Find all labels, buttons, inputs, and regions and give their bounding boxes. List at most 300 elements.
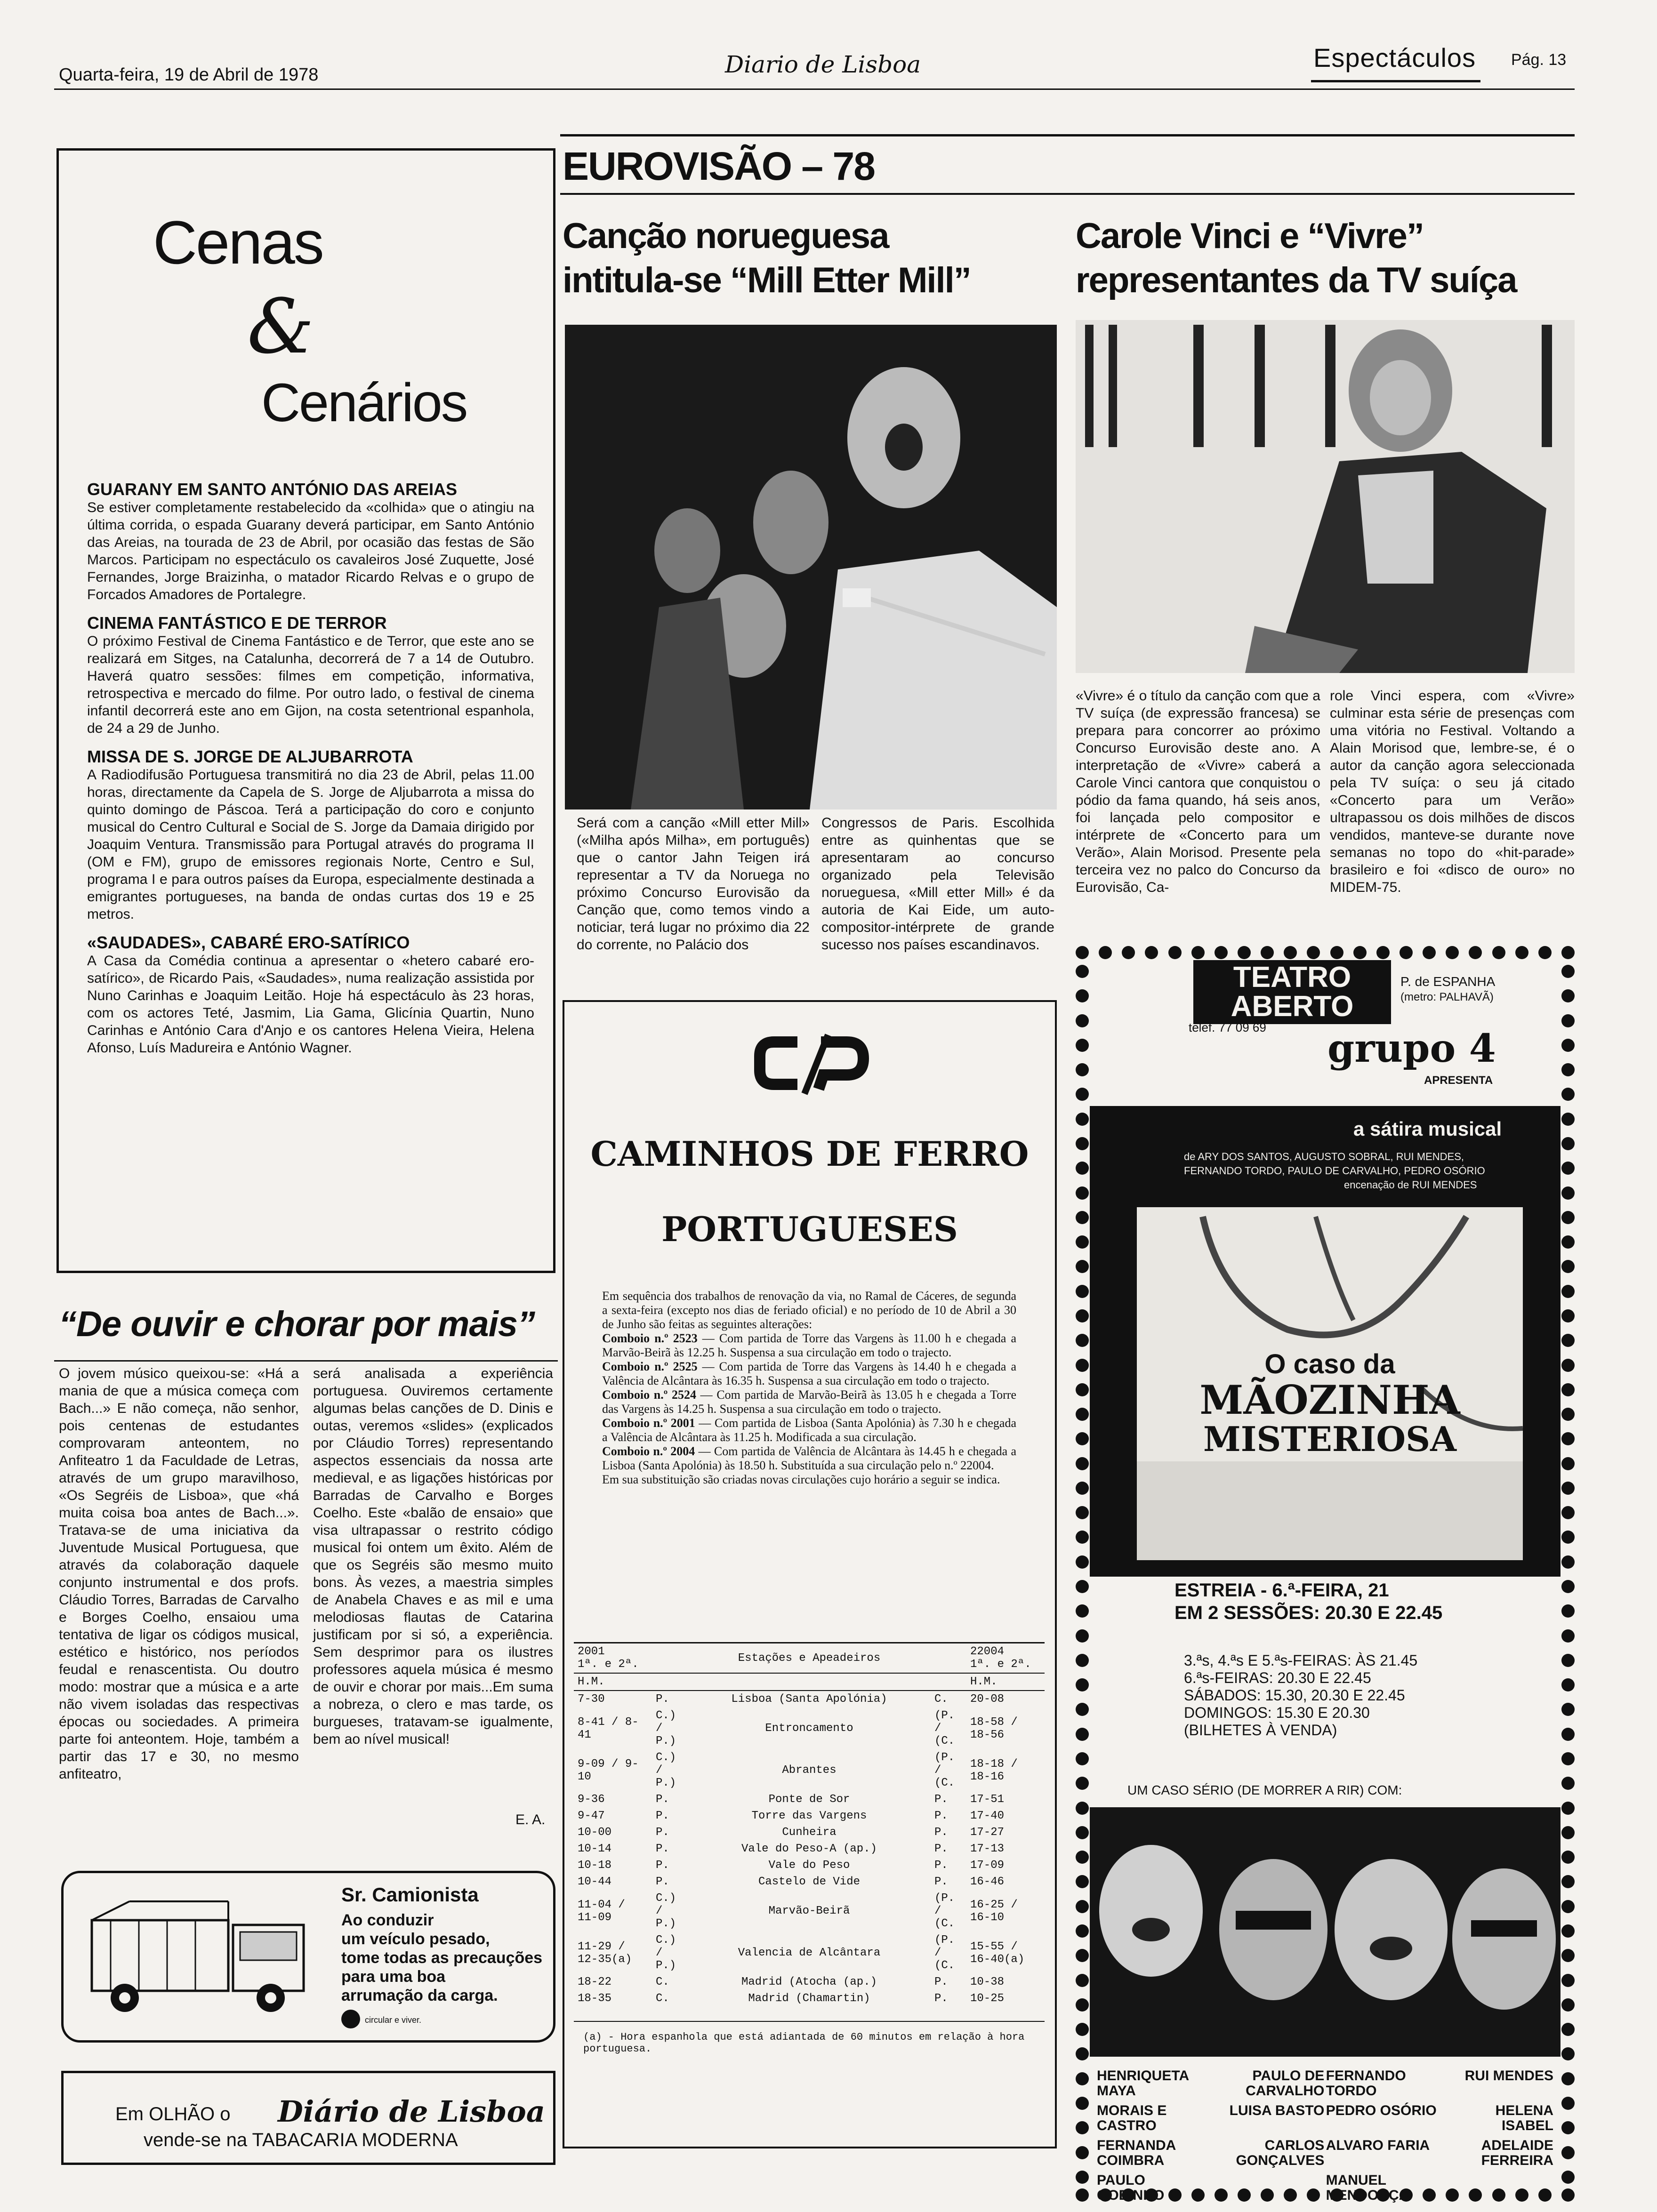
border-dot — [1561, 1777, 1575, 1790]
show-credits-3: encenação de RUI MENDES — [1344, 1179, 1477, 1191]
teatro-ad — [1076, 946, 1575, 2203]
timetable-row — [574, 1974, 1045, 1990]
section-underline — [1311, 80, 1480, 82]
teatro-metro: (metro: PALHAVÃ) — [1400, 991, 1494, 1003]
border-dot — [1561, 1900, 1575, 1913]
border-dot — [1561, 1113, 1575, 1126]
border-dot — [1076, 1088, 1089, 1101]
cp-note: Comboio n.º 2001 — Com partida de Lisboa (Santa Apolónia) às 7.30 h e chegada a Valência de Alcântara às 11.25 h. Modificada a sua circulação. — [602, 1416, 1017, 1444]
border-dot — [1561, 1211, 1575, 1224]
timetable-row — [574, 1857, 1045, 1874]
border-dot — [1561, 2171, 1575, 2184]
eurovisao-rule — [560, 193, 1575, 195]
cp-note-train: Comboio n.º 2004 — [602, 1444, 695, 1458]
border-dot — [1076, 1383, 1089, 1396]
cp-outro: Em sua substituição são criadas novas circulações cujo horário a seguir se indica. — [602, 1473, 1000, 1486]
cenas-item — [87, 614, 534, 737]
show-poster — [1090, 1106, 1560, 1577]
tt-station: Castelo de Vide — [758, 1875, 861, 1888]
border-dot — [1307, 946, 1320, 959]
caso-serio: UM CASO SÉRIO (DE MORRER A RIR) COM: — [1127, 1783, 1402, 1797]
cp-note-train: Comboio n.º 2524 — [602, 1388, 696, 1402]
photo-illustration — [1090, 1807, 1560, 2057]
carole-vinci-photo — [1076, 320, 1575, 673]
border-dot — [1076, 1629, 1089, 1643]
item-text: O próximo Festival de Cinema Fantástico e de Terror, que este ano se realizará em Sitges, na Catalunha, decorrerá de 7 a 14 de Outubro. Haverá quatro sessões: filmes em competição, informativa, retrospectiva e mercado do filme. Por outro lado, o festival de cinema infantil decorrerá este ano em Gijon, na costa setentrional espanhola, de 24 a 29 de Junho. — [87, 633, 534, 736]
cast-photo — [1090, 1807, 1560, 2057]
cast-name: MORAIS E CASTRO — [1097, 2103, 1167, 2133]
border-dot — [1492, 946, 1505, 959]
tt-type-right: (P. / (C. — [934, 1934, 955, 1972]
border-dot — [1076, 946, 1089, 959]
border-dot — [1076, 1802, 1089, 1815]
timetable-row — [574, 1808, 1045, 1824]
cast-name: PAULO DE CARVALHO — [1246, 2068, 1325, 2099]
show-credits-2: FERNANDO TORDO, PAULO DE CARVALHO, PEDRO OSÓRIO — [1184, 1165, 1485, 1177]
tt-type-right: P. — [934, 1843, 948, 1855]
border-dot — [1353, 946, 1367, 959]
show-title-1: O caso da — [1264, 1349, 1395, 1379]
teatro-name: ABERTO — [1231, 990, 1354, 1023]
premiere-line: EM 2 SESSÕES: 20.30 E 22.45 — [1174, 1603, 1443, 1623]
cast-name: RUI MENDES — [1464, 2068, 1553, 2084]
schedule-line: 3.ªs, 4.ªs E 5.ªs-FEIRAS: ÀS 21.45 — [1184, 1652, 1418, 1669]
ouvir-signature: E. A. — [515, 1812, 546, 1827]
item-heading: MISSA DE S. JORGE DE ALJUBARROTA — [87, 747, 413, 766]
header-rule — [54, 88, 1575, 90]
border-dot — [1076, 1260, 1089, 1273]
cast-name: LUISA BASTO — [1229, 2103, 1325, 2118]
cast-list — [1097, 2068, 1553, 2208]
tt-dep-2001: 9-47 — [578, 1810, 605, 1822]
tt-dep-2001: 7-30 — [578, 1693, 605, 1706]
border-dot — [1076, 1039, 1089, 1052]
norway-headline-line: Canção norueguesa — [563, 216, 889, 256]
border-dot — [1561, 2023, 1575, 2036]
cp-note-train: Comboio n.º 2001 — [602, 1416, 695, 1430]
schedule-line: 6.ªs-FEIRAS: 20.30 E 22.45 — [1184, 1669, 1371, 1686]
cast-name: HENRIQUETA MAYA — [1097, 2068, 1189, 2099]
dot-border-top — [1076, 946, 1575, 959]
camionista-line: um veículo pesado, — [341, 1930, 490, 1948]
border-dot — [1561, 1875, 1575, 1888]
cp-ad — [563, 1000, 1057, 2148]
border-dot — [1076, 2023, 1089, 2036]
teatro-logo — [1193, 960, 1391, 1024]
timetable-row — [574, 1749, 1045, 1791]
cp-note-text: Com partida de Valência de Alcântara às 14.45 h e chegada a Lisboa (Santa Apolónia) às 18.50 h. Substituída a sua circulação pelo n.º 22004. — [602, 1444, 1016, 1472]
tt-station: Madrid (Atocha (ap.) — [741, 1976, 877, 1988]
border-dot — [1076, 1432, 1089, 1445]
border-dot — [1330, 946, 1343, 959]
border-dot — [1561, 1162, 1575, 1175]
border-dot — [1076, 1900, 1089, 1913]
section-title: Espectáculos — [1313, 43, 1476, 72]
tt-type-right: P. — [934, 1793, 948, 1806]
circular-logo-icon — [341, 2010, 360, 2028]
cast-name: CARLOS GONÇALVES — [1236, 2138, 1325, 2168]
border-dot — [1561, 2121, 1575, 2134]
cp-notes — [602, 1289, 1016, 1487]
swiss-col2: role Vinci espera, com «Vivre» culminar esta série de presenças com uma vitória no Festival. Voltando a Alain Morisod que, lembre-se, é o autor da canção agora seleccionada pela TV suíça: o seu já citado «Concerto para um Verão» ultrapassou os dois milhões de discos vendidos, manteve-se durante nove semanas no topo do «hit-parade» brasileiro e foi «disco de ouro» no MIDEM-75. — [1330, 688, 1575, 895]
border-dot — [1076, 1826, 1089, 1839]
schedule-line: DOMINGOS: 15.30 E 20.30 — [1184, 1704, 1370, 1721]
tt-dep-22004: 15-55 / 16-40(a) — [970, 1940, 1025, 1966]
border-dot — [1076, 1728, 1089, 1741]
tt-type-right: (P. / (C. — [934, 1751, 955, 1789]
cp-note-text: Com partida de Marvão-Beirã às 13.05 h e chegada a Torre das Vargens às 14.25 h. Suspensa a sua circulação em todo o trajecto. — [602, 1388, 1016, 1416]
border-dot — [1561, 2097, 1575, 2110]
tt-station: Vale do Peso — [768, 1859, 850, 1872]
tt-dep-2001: 18-35 — [578, 1992, 612, 2005]
ouvir-col1: O jovem músico queixou-se: «Há a mania de que a música começa com Bach...» E não começa, não senhor, pois centenas de estudantes comprovaram anteontem, no Anfiteatro 1 da Faculdade de Letras, através de um grupo maravilhoso, «Os Segréis de Lisboa», que «há muita coisa boa antes de Bach...». Tratava-se de uma iniciativa da Juventude Musical Portuguesa, que através da colaboração daquele conjunto instrumental e dos profs. Cláudio Torres, Barradas de Carvalho e Borges Coelho, ensaiou uma tentativa de ligar os códigos musical, estético e histórico, nos períodos feudal e renascentista. Ou doutro modo: mostrar que a música e a arte não vivem isoladas das respectivas épocas ou sociedades. A primeira parte foi anteontem. Hoje, também a partir das 17 e 30, no mesmo anfiteatro, — [59, 1366, 299, 1782]
tt-head-text: 2001 — [578, 1645, 605, 1658]
cp-intro: Em sequência dos trabalhos de renovação da via, no Ramal de Cáceres, de segunda a sexta-feira (excepto nos dias de feriado oficial) e no período de 10 de Abril a 30 de Junho são feitas as seguintes alterações: — [602, 1289, 1016, 1331]
ouvir-headline: “De ouvir e chorar por mais” — [59, 1304, 535, 1344]
tt-type-left: C.) / P.) — [656, 1934, 676, 1972]
border-dot — [1076, 1777, 1089, 1790]
border-dot — [1076, 1113, 1089, 1126]
border-dot — [1561, 1604, 1575, 1618]
border-dot — [1538, 946, 1552, 959]
tt-hm: H.M. — [578, 1675, 605, 1688]
border-dot — [1446, 946, 1459, 959]
timetable-row — [574, 1691, 1045, 1707]
tt-station: Abrantes — [782, 1764, 837, 1777]
norway-headline-line: intitula-se “Mill Etter Mill” — [563, 260, 971, 300]
tt-station: Madrid (Chamartin) — [748, 1992, 870, 2005]
show-title-2: MÃOZINHA — [1199, 1377, 1460, 1423]
tt-cell — [688, 1673, 931, 1691]
cp-note: Comboio n.º 2524 — Com partida de Marvão-Beirã às 13.05 h e chegada a Torre das Vargens às 14.25 h. Suspensa a sua circulação em todo o trajecto. — [602, 1388, 1016, 1416]
border-dot — [1561, 1383, 1575, 1396]
cast-row — [1097, 2103, 1553, 2133]
border-dot — [1076, 1654, 1089, 1667]
tt-dep-22004: 17-51 — [970, 1793, 1005, 1806]
tt-type-right: (P. / (C. — [934, 1892, 955, 1930]
cp-logo-icon — [753, 1030, 870, 1096]
border-dot — [1561, 965, 1575, 978]
teatro-address: P. de ESPANHA — [1400, 974, 1496, 989]
border-dot — [1561, 2188, 1575, 2202]
tt-type-right: P. — [934, 1859, 948, 1872]
norway-col2: Congressos de Paris. Escolhida entre as quinhentas que se apresentaram ao concurso organizado pela Televisão norueguesa, «Mill etter Mill» é da autoria de Kai Eide, um auto-compositor-intérprete de grande sucesso nos países escandinavos. — [821, 815, 1054, 953]
border-dot — [1469, 946, 1482, 959]
border-dot — [1423, 946, 1436, 959]
border-dot — [1561, 1826, 1575, 1839]
border-dot — [1076, 1924, 1089, 1938]
cenarios-title: Cenários — [261, 373, 467, 433]
grupo4-logo: grupo 4 — [1327, 1026, 1496, 1071]
border-dot — [1076, 1063, 1089, 1076]
border-dot — [1076, 1998, 1089, 2012]
border-dot — [1561, 1186, 1575, 1200]
tt-station: Ponte de Sor — [768, 1793, 850, 1806]
border-dot — [1561, 1678, 1575, 1691]
timetable-table — [574, 1643, 1045, 2007]
border-dot — [1561, 1088, 1575, 1101]
tt-dep-22004: 17-27 — [970, 1826, 1005, 1839]
item-heading: «SAUDADES», CABARÉ ERO-SATÍRICO — [87, 933, 410, 952]
border-dot — [1376, 946, 1390, 959]
border-dot — [1168, 946, 1182, 959]
tt-cell — [931, 1673, 966, 1691]
timetable-row — [574, 1841, 1045, 1857]
border-dot — [1076, 1555, 1089, 1569]
page-number: Pág. 13 — [1511, 51, 1567, 69]
tt-type-left: P. — [656, 1693, 669, 1706]
tt-dep-22004: 16-25 / 16-10 — [970, 1898, 1018, 1924]
border-dot — [1561, 1728, 1575, 1741]
cp-note-train: Comboio n.º 2525 — [602, 1360, 698, 1373]
border-dot — [1561, 2072, 1575, 2085]
border-dot — [1191, 946, 1205, 959]
promo-pre: Em OLHÃO o — [115, 2104, 231, 2124]
border-dot — [1076, 1457, 1089, 1470]
tt-type-right: P. — [934, 1826, 948, 1839]
cast-name — [1211, 2173, 1324, 2203]
tt-station: Vale do Peso-A (ap.) — [741, 1843, 877, 1855]
tt-head-text: 22004 — [970, 1645, 1005, 1658]
border-dot — [1561, 1235, 1575, 1249]
border-dot — [1561, 1285, 1575, 1298]
border-dot — [1238, 946, 1251, 959]
cast-name: ADELAIDE FERREIRA — [1481, 2138, 1553, 2168]
border-dot — [1076, 1482, 1089, 1495]
border-dot — [1076, 1974, 1089, 1987]
border-dot — [1561, 1334, 1575, 1347]
tt-dep-2001: 18-22 — [578, 1976, 612, 1988]
tt-type-left: P. — [656, 1843, 669, 1855]
tt-station: Cunheira — [782, 1826, 837, 1839]
border-dot — [1076, 2188, 1089, 2202]
border-dot — [1076, 1408, 1089, 1421]
border-dot — [1076, 1949, 1089, 1962]
promo-brand: Diário de Lisboa — [278, 2094, 545, 2129]
tt-dep-2001: 8-41 / 8-41 — [578, 1715, 639, 1741]
cenas-item — [87, 480, 534, 603]
border-dot — [1076, 1506, 1089, 1519]
border-dot — [1561, 1974, 1575, 1987]
tt-hm: H.M. — [970, 1675, 997, 1688]
tt-type-right: C. — [934, 1693, 948, 1706]
border-dot — [1561, 1555, 1575, 1569]
tt-dep-2001: 10-18 — [578, 1859, 612, 1872]
promo-post: vende-se na TABACARIA MODERNA — [144, 2130, 458, 2150]
tt-type-right: P. — [934, 1875, 948, 1888]
camionista-logo-caption: circular e viver. — [365, 2015, 422, 2025]
border-dot — [1076, 1851, 1089, 1864]
premiere — [1174, 1579, 1442, 1624]
tt-dep-2001: 10-44 — [578, 1875, 612, 1888]
border-dot — [1561, 1014, 1575, 1027]
border-dot — [1215, 946, 1228, 959]
camionista-line: tome todas as precauções — [341, 1949, 543, 1967]
border-dot — [1076, 1285, 1089, 1298]
cp-title-1: CAMINHOS DE FERRO — [590, 1134, 1029, 1174]
tt-station: Torre das Vargens — [751, 1810, 867, 1822]
item-heading: GUARANY EM SANTO ANTÓNIO DAS AREIAS — [87, 480, 458, 499]
border-dot — [1076, 1211, 1089, 1224]
border-dot — [1561, 1359, 1575, 1372]
cp-note: Comboio n.º 2004 — Com partida de Valência de Alcântara às 14.45 h e chegada a Lisboa (Santa Apolónia) às 18.50 h. Substituída a sua circulação pelo n.º 22004. — [602, 1444, 1016, 1472]
border-dot — [1076, 965, 1089, 978]
tt-spacer — [931, 1643, 966, 1673]
tt-dep-22004: 17-13 — [970, 1843, 1005, 1855]
border-dot — [1561, 989, 1575, 1002]
border-dot — [1076, 1162, 1089, 1175]
cast-row — [1097, 2138, 1553, 2168]
border-dot — [1261, 946, 1274, 959]
tt-dep-2001: 9-36 — [578, 1793, 605, 1806]
border-dot — [1076, 1137, 1089, 1150]
border-dot — [1561, 946, 1575, 959]
tt-type-left: C. — [656, 1976, 669, 1988]
cp-note-text: Com partida de Lisboa (Santa Apolónia) às 7.30 h e chegada a Valência de Alcântara às 11.25 h. Modificada a sua circulação. — [602, 1416, 1017, 1444]
border-dot — [1076, 1752, 1089, 1765]
border-dot — [1400, 946, 1413, 959]
cp-note: Comboio n.º 2525 — Com partida de Torre das Vargens às 14.40 h e chegada a Valência de Alcântara às 16.35 h. Suspensa a sua circulação em todo o trajecto. — [602, 1360, 1016, 1387]
timetable-row — [574, 1890, 1045, 1932]
jahn-teigen-photo — [565, 325, 1057, 809]
cenas-title: Cenas — [153, 208, 323, 277]
eurovisao-title: EUROVISÃO – 78 — [563, 144, 875, 188]
item-text: A Radiodifusão Portuguesa transmitirá no dia 23 de Abril, pelas 11.00 horas, directamente da Capela de S. Jorge de Aljubarrota a missa do quinto domingo de Páscoa. Terá a participação do coro e conjunto musical do Centro Cultural e Social de S. Jorge da Damaia dirigido por Joaquim Ventura. Transmissão para Portugal através do programa II (OM e FM), grupo de emissores regionais Norte, Centro e Sul, programa I e para outros países da Europa, especialmente destinada a emigrantes portugueses, na banda de ondas curtas dos 19 e 25 metros. — [87, 767, 534, 922]
tt-left-head — [574, 1643, 652, 1673]
tt-dep-2001: 9-09 / 9-10 — [578, 1757, 639, 1783]
cp-note: Comboio n.º 2523 — Com partida de Torre das Vargens às 11.00 h e chegada a Marvão-Beirã às 12.25 h. Suspensa a sua circulação em todo o trajecto. — [602, 1331, 1016, 1359]
tt-head-text: 1ª. e 2ª. — [970, 1658, 1031, 1671]
border-dot — [1561, 1851, 1575, 1864]
tt-type-right: (P. / (C. — [934, 1709, 955, 1747]
tt-footnote: (a) - Hora espanhola que está adiantada de 60 minutos em relação à hora portuguesa. — [574, 2021, 1045, 2055]
border-dot — [1561, 1457, 1575, 1470]
cast-row — [1097, 2173, 1553, 2203]
show-genre: a sátira musical — [1353, 1118, 1502, 1140]
cp-note-train: Comboio n.º 2523 — [602, 1331, 698, 1345]
eurovisao-top-rule — [560, 134, 1575, 136]
border-dot — [1284, 946, 1297, 959]
photo-illustration — [1076, 320, 1575, 673]
tt-dep-22004: 20-08 — [970, 1693, 1005, 1706]
photo-illustration — [565, 325, 1057, 809]
schedule-line: SÁBADOS: 15.30, 20.30 E 22.45 — [1184, 1687, 1405, 1704]
border-dot — [1076, 2171, 1089, 2184]
cast-name: PAULO GODINHO — [1097, 2172, 1165, 2203]
border-dot — [1561, 1482, 1575, 1495]
swiss-col1: «Vivre» é o título da canção com que a TV suíça (de expressão francesa) se prepara para concorrer ao próximo Concurso Eurovisão deste ano. A interpretação de «Vivre» caberá a Carole Vinci cantora que conquistou o pódio da fama quando, há seis anos, foi lançada pelo compositor e intérprete de «Concerto para um Verão», Alain Morisod. Presente pela terceira vez no palco do Concurso da Eurovisão, Ca- — [1076, 688, 1320, 895]
cast-name: FERNANDO TORDO — [1326, 2068, 1406, 2099]
swiss-headline — [1076, 214, 1516, 303]
border-dot — [1561, 1949, 1575, 1962]
teatro-presents: APRESENTA — [1424, 1074, 1493, 1087]
border-dot — [1561, 1752, 1575, 1765]
border-dot — [1076, 1014, 1089, 1027]
border-dot — [1076, 1531, 1089, 1544]
dot-border-left — [1076, 965, 1089, 2184]
border-dot — [1561, 1802, 1575, 1815]
tt-type-left: C. — [656, 1992, 669, 2005]
border-dot — [1561, 2146, 1575, 2159]
tt-dep-2001: 10-00 — [578, 1826, 612, 1839]
border-dot — [1076, 1334, 1089, 1347]
tt-dep-2001: 11-29 / 12-35(a) — [578, 1940, 632, 1966]
border-dot — [1076, 1678, 1089, 1691]
border-dot — [1076, 2047, 1089, 2060]
cenas-box — [56, 148, 555, 1273]
timetable-row — [574, 1932, 1045, 1974]
cast-name: ALVARO FARIA — [1326, 2138, 1430, 2153]
border-dot — [1076, 1604, 1089, 1618]
timetable-row — [574, 1824, 1045, 1841]
border-dot — [1076, 2097, 1089, 2110]
tt-mid-head: Estações e Apeadeiros — [738, 1651, 881, 1665]
cp-title-2: PORTUGUESES — [661, 1209, 958, 1249]
tt-type-left: P. — [656, 1875, 669, 1888]
timetable-row — [574, 1707, 1045, 1749]
border-dot — [1099, 946, 1112, 959]
border-dot — [1076, 1875, 1089, 1888]
camionista-title: Sr. Camionista — [341, 1883, 479, 1906]
timetable-body — [574, 1691, 1045, 2007]
cast-name: MANUEL MENDONÇA — [1326, 2172, 1409, 2203]
border-dot — [1561, 1506, 1575, 1519]
tt-dep-22004: 17-40 — [970, 1810, 1005, 1822]
tt-dep-2001: 11-04 / 11-09 — [578, 1898, 625, 1924]
cp-note-text: Com partida de Torre das Vargens às 11.00 h e chegada a Marvão-Beirã às 12.25 h. Suspensa a sua circulação em todo o trajecto. — [602, 1331, 1016, 1359]
tt-type-right: P. — [934, 1992, 948, 2005]
tt-type-left: P. — [656, 1859, 669, 1872]
ouvir-rule — [54, 1360, 558, 1362]
border-dot — [1561, 1039, 1575, 1052]
tt-head-text: 1ª. e 2ª. — [578, 1658, 639, 1671]
show-title-3: MISTERIOSA — [1203, 1419, 1456, 1459]
border-dot — [1076, 2146, 1089, 2159]
ouvir-col2: será analisada a experiência portuguesa. Ouviremos certamente algumas belas canções de D. Dinis e outas, veremos «slides» (explicados por Cláudio Torres) representando aspectos essenciais da nossa arte medieval, e as ligações históricas por Barradas de Carvalho e Borges Coelho. Este «balão de ensaio» que visa ultrapassar o restrito código musical foi ontem um êxito. Além de que os Segréis são mesmo muito bons. Às vezes, a maestria simples de Anabela Chaves e as mil e uma melodiosas flautas de Catarina justificam por si só, a experiência. Sem desprimor para os ilustres professores aquela música é mesmo de ouvir e chorar por mais...Em suma a nobreza, o clero e mas tarde, os burgueses, tratavam-se igualmente, bem ao nível musical! — [313, 1366, 553, 1747]
cast-name: FERNANDA COIMBRA — [1097, 2138, 1176, 2168]
tt-station: Entroncamento — [765, 1722, 853, 1735]
border-dot — [1076, 1359, 1089, 1372]
show-credits-1: de ARY DOS SANTOS, AUGUSTO SOBRAL, RUI MENDES, — [1184, 1151, 1464, 1162]
item-text: Se estiver completamente restabelecido da «colhida» que o atingiu na última corrida, o espada Guarany deverá participar, em Santo António das Areias, na tourada de 23 de Abril, por ocasião das festas de São Marcos. Participam no espectáculo os cavaleiros José Zuquette, José Fernandes, Jorge Braizinha, o matador Ricardo Relvas e o grupo de Forcados Amadores de Portalegre. — [87, 500, 534, 602]
border-dot — [1515, 946, 1528, 959]
camionista-line: para uma boa — [341, 1968, 446, 1986]
tt-type-right: P. — [934, 1810, 948, 1822]
masthead: Diario de Lisboa — [725, 51, 921, 78]
camionista-line: arrumação da carga. — [341, 1987, 498, 2004]
timetable-row — [574, 1874, 1045, 1890]
cenas-item — [87, 747, 534, 923]
cast-name — [1440, 2173, 1553, 2203]
swiss-headline-line: representantes da TV suíça — [1076, 260, 1517, 300]
border-dot — [1561, 1703, 1575, 1716]
border-dot — [1561, 1580, 1575, 1593]
cenas-item — [87, 933, 534, 1057]
border-dot — [1076, 1186, 1089, 1200]
norway-col1: Será com a canção «Mill etter Mill» («Milha após Milha», em português) que o cantor Jahn Teigen irá representar a TV da Noruega no próximo Concurso Eurovisão da Canção que, como temos vindo a noticiar, terá lugar no próximo dia 22 do corrente, no Palácio dos — [577, 815, 810, 953]
schedule — [1184, 1652, 1417, 1739]
cenas-items — [87, 480, 534, 1057]
swiss-headline-line: Carole Vinci e “Vivre” — [1076, 216, 1424, 256]
premiere-line: ESTREIA - 6.ª-FEIRA, 21 — [1174, 1580, 1389, 1601]
tt-cell — [652, 1673, 688, 1691]
tt-spacer — [652, 1643, 688, 1673]
dot-border-right — [1561, 965, 1575, 2184]
border-dot — [1076, 1703, 1089, 1716]
teatro-phone: telef. 77 09 69 — [1189, 1020, 1266, 1034]
tt-dep-22004: 16-46 — [970, 1875, 1005, 1888]
border-dot — [1561, 1260, 1575, 1273]
